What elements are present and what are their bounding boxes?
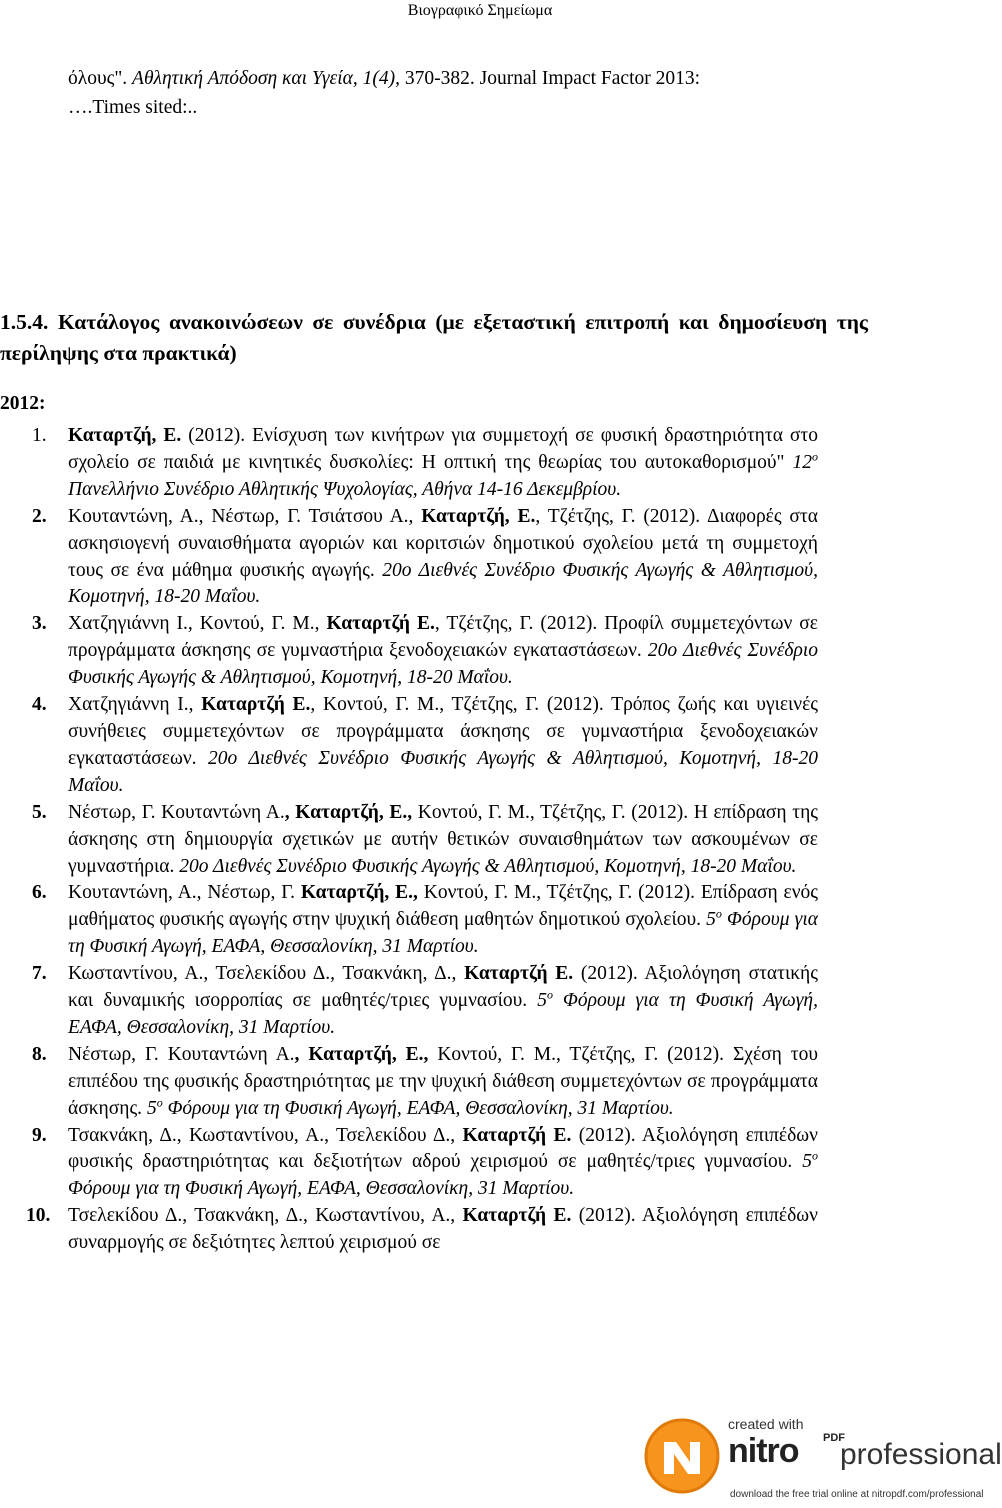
entry-title: Σχέση του επιπέδου της φυσικής δραστηριότητας με την ψυχική διάθεση συμμετεχόντων σε προγράμματα άσκησης. bbox=[68, 1043, 818, 1119]
year-label: 2012: bbox=[0, 393, 46, 414]
continuation-text-end: 370-382. Journal Impact Factor 2013: bbox=[400, 68, 701, 89]
entry-venue: $5^o$ Φόρουμ για τη Φυσική Αγωγή, ΕΑΦΑ, Θεσσαλονίκη, 31 Μαρτίου. bbox=[146, 1095, 674, 1119]
entry-authors: Καταρτζή, Ε. bbox=[68, 425, 182, 446]
entry-title: Αξιολόγηση στατικής και δυναμικής ισορροπίας σε μαθητές/τριες γυμνασίου. bbox=[68, 963, 818, 1012]
continuation-line-2: ….Times sited:.. bbox=[68, 97, 198, 118]
watermark-pdf: PDF bbox=[823, 1432, 845, 1444]
entry-author-highlight: , Καταρτζή, Ε., bbox=[294, 1043, 429, 1065]
continuation-line-1 bbox=[68, 64, 818, 93]
entry-number: 10. bbox=[26, 1205, 51, 1227]
entry-venue: 20ο Διεθνές Συνέδριο Φυσικής Αγωγής & Αθλητισμού, Κομοτηνή, 18-20 Μαΐου. bbox=[68, 559, 818, 608]
list-item bbox=[32, 504, 818, 612]
list-item bbox=[32, 880, 818, 961]
entry-authors: Τσελεκίδου Δ., Τσακνάκη, Δ., Κωσταντίνου, Α., bbox=[68, 1205, 463, 1227]
nitro-n-logo-icon bbox=[642, 1416, 722, 1496]
entry-number: 8. bbox=[32, 1043, 47, 1065]
entry-authors-end: (2012). bbox=[573, 963, 645, 985]
entry-authors-end: , Κοντού, Γ. Μ., Τζέτζης, Γ. (2012). bbox=[310, 694, 612, 716]
entry-number: 2. bbox=[32, 505, 47, 527]
entry-author-highlight: Καταρτζή Ε. bbox=[462, 1205, 572, 1227]
watermark-product: professional bbox=[840, 1438, 1002, 1471]
list-item bbox=[32, 611, 818, 692]
list-item bbox=[32, 961, 818, 1042]
entry-venue: 20ο Διεθνές Συνέδριο Φυσικής Αγωγής & Αθλητισμού, Κομοτηνή, 18-20 Μαΐου. bbox=[179, 855, 797, 877]
continuation-journal: Αθλητική Απόδοση και Υγεία, 1(4), bbox=[132, 68, 400, 89]
watermark-created: created with bbox=[728, 1416, 804, 1432]
entry-venue: $12^o$ Πανελλήνιο Συνέδριο Αθλητικής Ψυχολογίας, Αθήνα 14-16 Δεκεμβρίου. bbox=[68, 449, 818, 500]
entry-title: Ενίσχυση των κινήτρων για συμμετοχή σε φυσική δραστηριότητα στο σχολείο σε παιδιά με κινητικές δυσκολίες: Η οπτική της θεωρίας του αυτοκαθορισμού" bbox=[68, 425, 818, 473]
entry-authors: Κωσταντίνου, Α., Τσελεκίδου Δ., Τσακνάκη, Δ., bbox=[68, 963, 465, 985]
list-item bbox=[32, 692, 818, 800]
entry-title: Η επίδραση της άσκησης στη δημιουργία σχετικών με αυτήν θετικών συναισθημάτων των ασκουμένων σε γυμναστήρια. bbox=[68, 801, 819, 877]
entry-number: 6. bbox=[32, 882, 47, 904]
entry-venue: 20ο Διεθνές Συνέδριο Φυσικής Αγωγής & Αθλητισμού, Κομοτηνή, 18-20 Μαΐου. bbox=[68, 640, 818, 689]
entry-number: 3. bbox=[32, 613, 47, 635]
entry-year: (2012). bbox=[181, 425, 253, 446]
entry-number: 4. bbox=[32, 694, 47, 716]
entry-venue: $5^o$ Φόρουμ για τη Φυσική Αγωγή, ΕΑΦΑ, Θεσσαλονίκη, 31 Μαρτίου. bbox=[68, 987, 818, 1038]
entry-venue: $5^o$ Φόρουμ για τη Φυσική Αγωγή, ΕΑΦΑ, Θεσσαλονίκη, 31 Μαρτίου. bbox=[68, 906, 818, 958]
entry-number: 9. bbox=[32, 1124, 47, 1146]
entry-number: 7. bbox=[32, 963, 47, 985]
entry-venue: 20ο Διεθνές Συνέδριο Φυσικής Αγωγής & Αθλητισμού, Κομοτηνή, 18-20 Μαΐου. bbox=[68, 747, 818, 796]
entry-venue: $5^o$ Φόρουμ για τη Φυσική Αγωγή, ΕΑΦΑ, Θεσσαλονίκη, 31 Μαρτίου. bbox=[68, 1148, 818, 1200]
entry-authors-end: (2012). bbox=[571, 1124, 642, 1146]
entry-author-highlight: Καταρτζή Ε. bbox=[464, 963, 574, 985]
entry-authors-end: (2012). bbox=[571, 1205, 642, 1227]
entry-author-highlight: , Καταρτζή, Ε., bbox=[284, 801, 413, 823]
running-header: Βιογραφικό Σημείωμα bbox=[407, 2, 553, 19]
entry-authors: Κουταντώνη, Α., Νέστωρ, Γ. Τσιάτσου Α., bbox=[68, 505, 422, 527]
entry-title: Προφίλ συμμετεχόντων σε προγράμματα άσκησης σε γυμναστήρια ξενοδοχειακών εγκαταστάσεων. bbox=[68, 613, 818, 662]
section-heading: 1.5.4. Κατάλογος ανακοινώσεων σε συνέδρια (με εξεταστική επιτροπή και δημοσίευση της περίληψης στα πρακτικά) bbox=[0, 310, 868, 365]
entry-title: Αξιολόγηση επιπέδων συναρμογής σε δεξιότητες λεπτού χειρισμού σε bbox=[68, 1205, 818, 1254]
list-item bbox=[32, 1042, 818, 1123]
list-item bbox=[26, 1203, 818, 1257]
entry-authors: Τσακνάκη, Δ., Κωσταντίνου, Α., Τσελεκίδου Δ., bbox=[68, 1124, 463, 1146]
entry-authors: Κουταντώνη, Α., Νέστωρ, Γ. bbox=[68, 882, 301, 904]
entry-authors-end: Κοντού, Γ. Μ., Τζέτζης, Γ. (2012). bbox=[428, 1043, 733, 1065]
entry-list bbox=[26, 423, 819, 1257]
entry-title: Διαφορές στα ασκησιογενή συναισθήματα αγοριών και κοριτσιών δημοτικού σχολείου μετά τη συμμετοχή τους σε ένα μάθημα φυσικής αγωγής. bbox=[68, 505, 818, 581]
entry-authors-end: , Τζέτζης, Γ. (2012). bbox=[434, 613, 605, 635]
watermark-download-link[interactable]: download the free trial online at nitropdf.com/professional bbox=[730, 1489, 984, 1500]
entry-authors-end: , Τζέτζης, Γ. (2012). bbox=[535, 505, 707, 527]
entry-authors: Χατζηγιάννη Ι., bbox=[68, 694, 202, 716]
entry-title: Τρόπος ζωής και υγιεινές συνήθειες συμμετεχόντων σε προγράμματα άσκησης σε γυμναστήρια ξενοδοχειακών εγκαταστάσεων. bbox=[68, 694, 818, 769]
entry-author-highlight: Καταρτζή Ε. bbox=[462, 1124, 572, 1146]
entry-title: Επίδραση ενός μαθήματος φυσικής αγωγής στην ψυχική διάθεση μαθητών δημοτικού σχολείου. bbox=[68, 882, 819, 931]
list-item bbox=[32, 800, 818, 881]
entry-title: Αξιολόγηση επιπέδων φυσικής δραστηριότητας και δεξιοτήτων αδρού χειρισμού σε μαθητές/τριες γυμνασίου. bbox=[68, 1124, 818, 1173]
continuation-text: όλους". bbox=[68, 68, 133, 89]
entry-authors: Νέστωρ, Γ. Κουταντώνη Α. bbox=[68, 801, 285, 823]
watermark-brand: nitro bbox=[728, 1432, 799, 1470]
entry-author-highlight: Καταρτζή, Ε. bbox=[421, 505, 536, 527]
nitro-watermark[interactable] bbox=[640, 1412, 1002, 1508]
entry-author-highlight: Καταρτζή, Ε., bbox=[300, 882, 418, 904]
list-item bbox=[32, 423, 818, 504]
entry-author-highlight: Καταρτζή Ε. bbox=[201, 694, 311, 716]
entry-authors: Χατζηγιάννη Ι., Κοντού, Γ. Μ., bbox=[68, 613, 327, 635]
page-body bbox=[0, 64, 868, 1254]
entry-authors-end: Κοντού, Γ. Μ., Τζέτζης, Γ. (2012). bbox=[417, 882, 701, 904]
entry-authors: Νέστωρ, Γ. Κουταντώνη Α. bbox=[68, 1043, 295, 1065]
entry-authors-end: Κοντού, Γ. Μ., Τζέτζης, Γ. (2012). bbox=[412, 801, 694, 823]
list-item bbox=[32, 1123, 818, 1204]
entry-author-highlight: Καταρτζή Ε. bbox=[326, 613, 435, 635]
entry-number: 1. bbox=[32, 425, 47, 446]
entry-number: 5. bbox=[32, 801, 47, 823]
